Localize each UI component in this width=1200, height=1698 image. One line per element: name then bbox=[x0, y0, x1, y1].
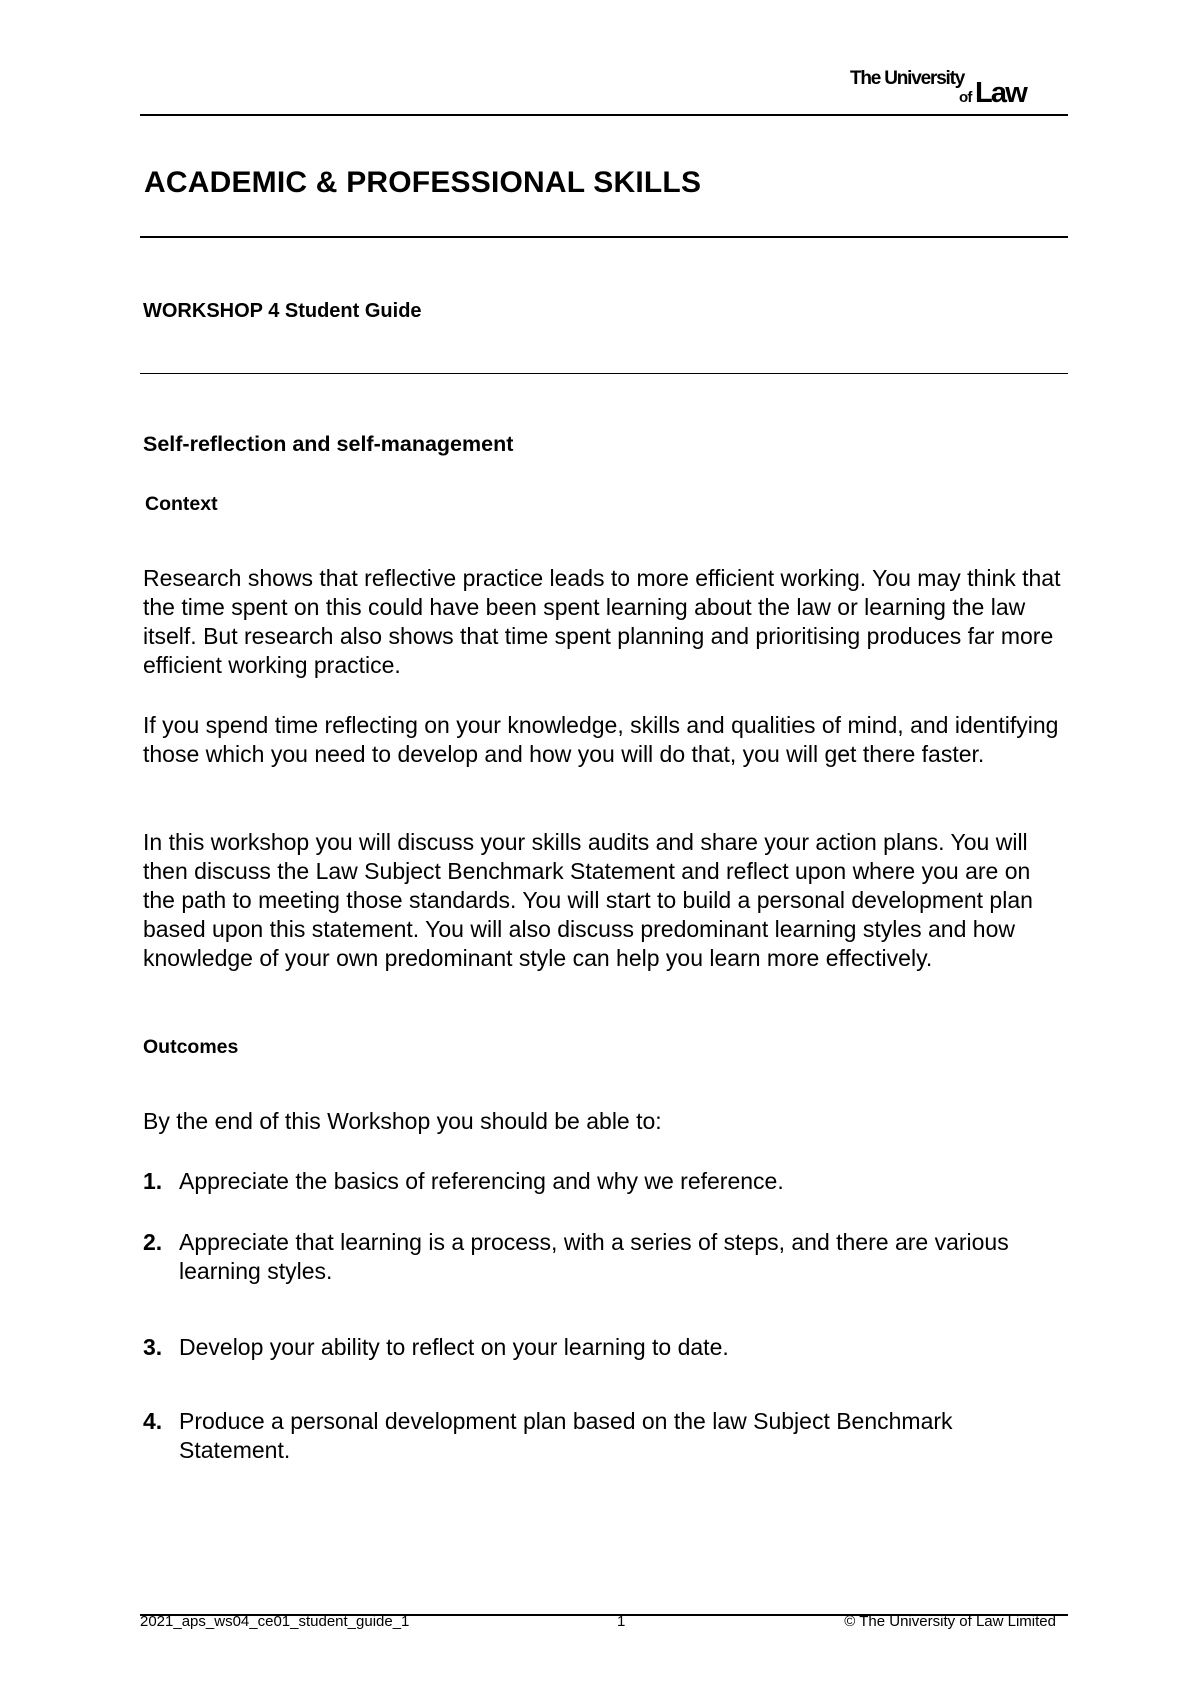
context-paragraph-2: If you spend time reflecting on your knowledge, skills and qualities of mind, and identifying those which you need to develop and how you will do that, you will get there faster. bbox=[143, 712, 1059, 767]
logo-line1: The University bbox=[850, 68, 965, 89]
outcome-number: 3. bbox=[143, 1334, 163, 1360]
section-heading: Self-reflection and self-management bbox=[143, 432, 514, 456]
outcomes-heading: Outcomes bbox=[143, 1036, 239, 1058]
footer-page-number: 1 bbox=[617, 1613, 626, 1630]
context-paragraph-1: Research shows that reflective practice leads to more efficient working. You may think that the time spent on this could have been spent learning about the law or learning the law itself. But research also shows that time spent planning and prioritising produces far more efficient working practice. bbox=[143, 565, 1061, 678]
logo-line2-main: Law bbox=[975, 77, 1026, 106]
outcome-item bbox=[143, 1407, 1068, 1465]
outcome-item bbox=[143, 1167, 1068, 1196]
context-paragraph-3: In this workshop you will discuss your skills audits and share your action plans. You will then discuss the Law Subject Benchmark Statement and reflect upon where you are on the path to meeting those standards. You will start to build a personal development plan based upon this statement. You will also discuss predominant learning styles and how knowledge of your own predominant style can help you learn more effectively. bbox=[143, 829, 1033, 971]
page-title: ACADEMIC & PROFESSIONAL SKILLS bbox=[144, 166, 702, 199]
logo-line2-prefix: of bbox=[959, 89, 972, 106]
footer-filename: 2021_aps_ws04_ce01_student_guide_1 bbox=[140, 1613, 410, 1630]
outcome-item bbox=[143, 1228, 1068, 1286]
outcome-number: 2. bbox=[143, 1229, 163, 1255]
context-heading: Context bbox=[145, 493, 218, 515]
university-logo bbox=[847, 66, 1067, 106]
outcome-text: Appreciate the basics of referencing and why we reference. bbox=[179, 1168, 784, 1194]
outcome-number: 1. bbox=[143, 1168, 163, 1194]
outcomes-intro: By the end of this Workshop you should be able to: bbox=[143, 1108, 662, 1134]
outcome-text: Produce a personal development plan based on the law Subject Benchmark Statement. bbox=[179, 1408, 953, 1463]
outcome-text: Develop your ability to reflect on your learning to date. bbox=[179, 1334, 729, 1360]
footer-copyright: © The University of Law Limited bbox=[844, 1613, 1056, 1630]
outcome-text: Appreciate that learning is a process, with a series of steps, and there are various learning styles. bbox=[179, 1229, 1009, 1284]
workshop-subtitle: WORKSHOP 4 Student Guide bbox=[143, 300, 422, 322]
title-divider bbox=[140, 236, 1068, 238]
header-divider bbox=[140, 114, 1068, 116]
outcome-number: 4. bbox=[143, 1408, 163, 1434]
subtitle-divider bbox=[140, 373, 1068, 374]
outcome-item bbox=[143, 1333, 1068, 1362]
